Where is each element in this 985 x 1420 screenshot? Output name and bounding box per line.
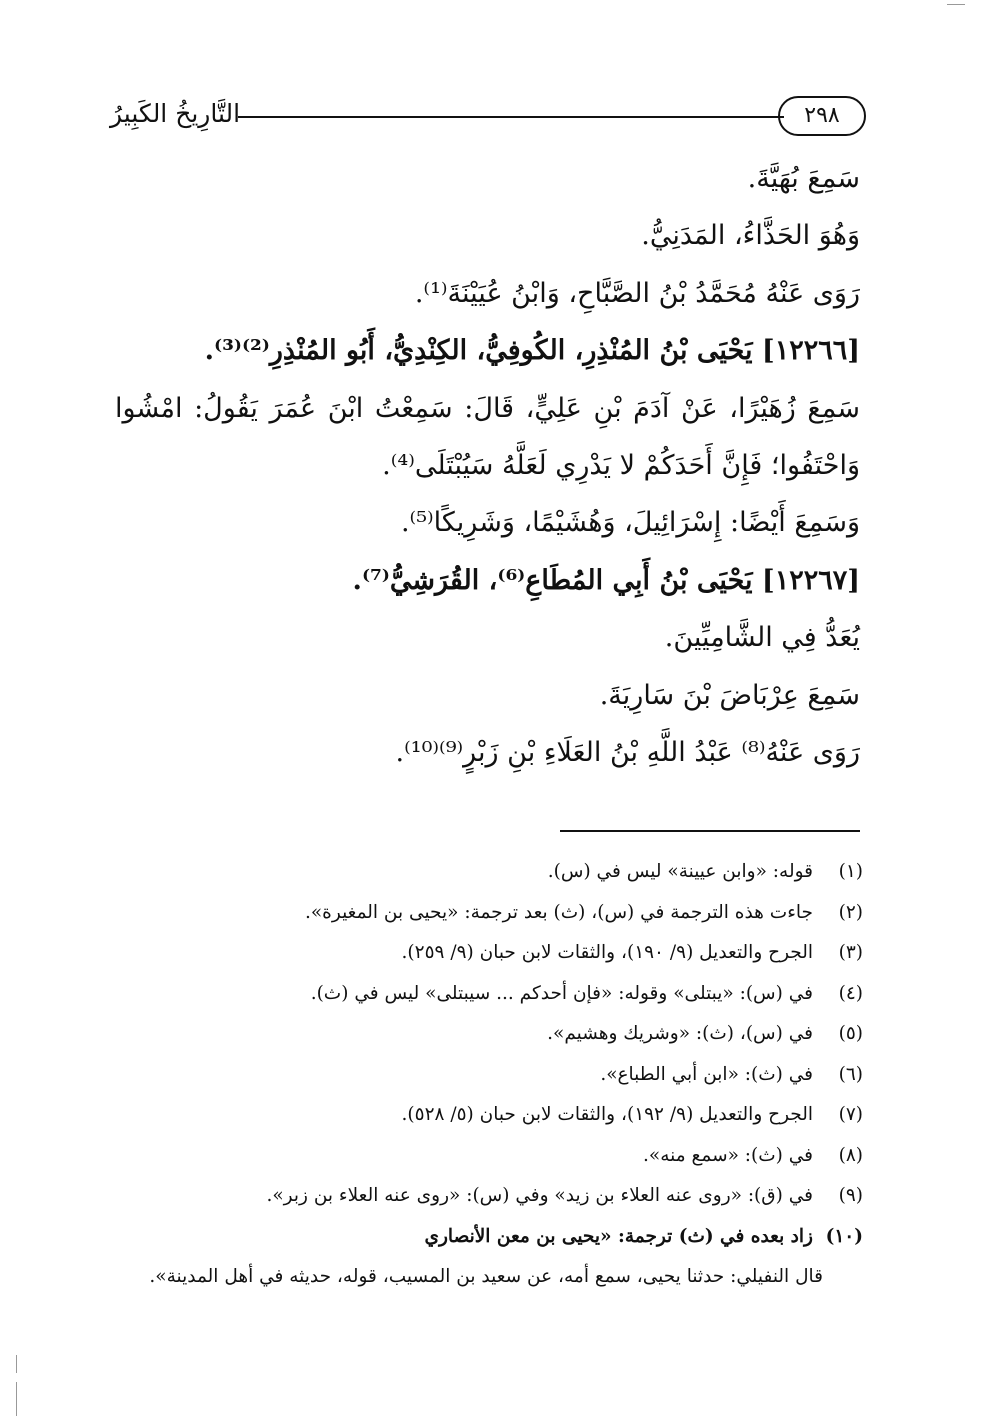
text-line: وَاحْتَفُوا؛ فَإِنَّ أَحَدَكُمْ لا يَدْرِي لَعَلَّهُ سَيُبْتَلَى⁽⁴⁾. (382, 449, 860, 481)
footnote-text: في (ث): «سمع منه». (643, 1144, 813, 1166)
header-rule (238, 116, 784, 118)
entry-heading: [١٢٢٦٧] يَحْيَى بْنُ أَبِي المُطَاعِ⁽⁶⁾، القُرَشِيُّ⁽⁷⁾. (352, 564, 860, 596)
footnote-text: الجرح والتعديل (٩/ ١٩٢)، والثقات لابن حبان (٥/ ٥٢٨). (401, 1104, 813, 1125)
footnote-text: زاد بعده في (ث) ترجمة: «يحيى بن معن الأنصاري (424, 1225, 813, 1247)
entry-heading: [١٢٢٦٦] يَحْيَى بْنُ المُنْذِرِ، الكُوفِيُّ، الكِنْدِيُّ، أَبُو المُنْذِرِ⁽²⁾⁽³⁾. (204, 335, 860, 367)
text-line: وَسَمِعَ أَيْضًا: إِسْرَائِيلَ، وَهُشَيْمًا، وَشَرِيكًا⁽⁵⁾. (400, 507, 860, 539)
text-line: رَوَى عَنْهُ⁽⁸⁾ عَبْدُ اللَّهِ بْنُ العَلَاءِ بْنِ زَبْرٍ⁽⁹⁾⁽¹⁰⁾. (395, 736, 860, 768)
footnote (115, 1217, 863, 1258)
scan-margin-mark (16, 1355, 17, 1373)
book-title: التَّارِيخُ الكَبِيرُ (110, 99, 241, 128)
footnote-continuation: قال النفيلي: حدثنا يحيى، سمع أمه، عن سعيد بن المسيب، قوله، حديثه في أهل المدينة». (149, 1266, 823, 1287)
footnote-text: في (س): «يبتلى» وقوله: «فإن أحدكم ... سيبتلى» ليس في (ث). (310, 982, 813, 1004)
footnote-number: (٦) (838, 1063, 863, 1085)
footnote (115, 1055, 863, 1096)
footnote-number: (٢) (838, 901, 863, 923)
main-text (115, 150, 860, 781)
text-line: سَمِعَ زُهَيْرًا، عَنْ آدَمَ بْنِ عَلِيٍّ، قَالَ: سَمِعْتُ ابْنَ عُمَرَ يَقُولُ: امْشُوا (115, 392, 860, 424)
footnote-text: الجرح والتعديل (٩/ ١٩٠)، والثقات لابن حبان (٩/ ٢٥٩). (401, 942, 813, 963)
footnote (115, 1136, 863, 1177)
footnote-separator (560, 830, 860, 832)
scan-margin-mark (16, 1382, 17, 1416)
text-line: سَمِعَ بُهَيَّةَ. (747, 163, 860, 194)
footnote (115, 933, 863, 974)
footnotes (115, 852, 863, 1297)
text-line: يُعَدُّ فِي الشَّامِيِّينَ. (664, 622, 860, 654)
footnote-number: (٧) (838, 1104, 863, 1125)
footnote (115, 1095, 863, 1136)
footnote-text: جاءت هذه الترجمة في (س)، (ث) بعد ترجمة: «يحيى بن المغيرة». (304, 901, 813, 923)
footnote (115, 852, 863, 893)
footnote-number: (١٠) (825, 1225, 863, 1247)
page-header (110, 92, 866, 140)
footnote-number: (١) (838, 861, 863, 882)
footnote-number: (٣) (838, 942, 863, 963)
text-line: رَوَى عَنْهُ مُحَمَّدُ بْنُ الصَّبَّاحِ، وَابْنُ عُيَيْنَةَ⁽¹⁾. (414, 277, 860, 309)
text-line: وَهُوَ الحَذَّاءُ، المَدَنِيُّ. (641, 220, 860, 252)
footnote-number: (٩) (838, 1185, 863, 1206)
footnote (115, 1176, 863, 1217)
text-line: سَمِعَ عِرْبَاضَ بْنَ سَارِيَةَ. (599, 679, 860, 711)
footnote-number: (٨) (838, 1144, 863, 1166)
footnote-text: في (ق): «روى عنه العلاء بن زيد» وفي (س): «روى عنه العلاء بن زبر». (266, 1185, 813, 1206)
footnote-number: (٥) (838, 1023, 863, 1044)
footnote (115, 974, 863, 1015)
page-number: ٢٩٨ (778, 96, 866, 136)
footnote-text: في (ث): «ابن أبي الطباع». (600, 1063, 813, 1085)
footnote-text: في (س)، (ث): «وشريك وهشيم». (547, 1023, 813, 1044)
footnote-text: قوله: «وابن عيينة» ليس في (س). (547, 861, 813, 882)
footnote-number: (٤) (838, 982, 863, 1004)
footnote (115, 893, 863, 934)
footnote (115, 1014, 863, 1055)
scan-edge-mark (947, 4, 965, 5)
